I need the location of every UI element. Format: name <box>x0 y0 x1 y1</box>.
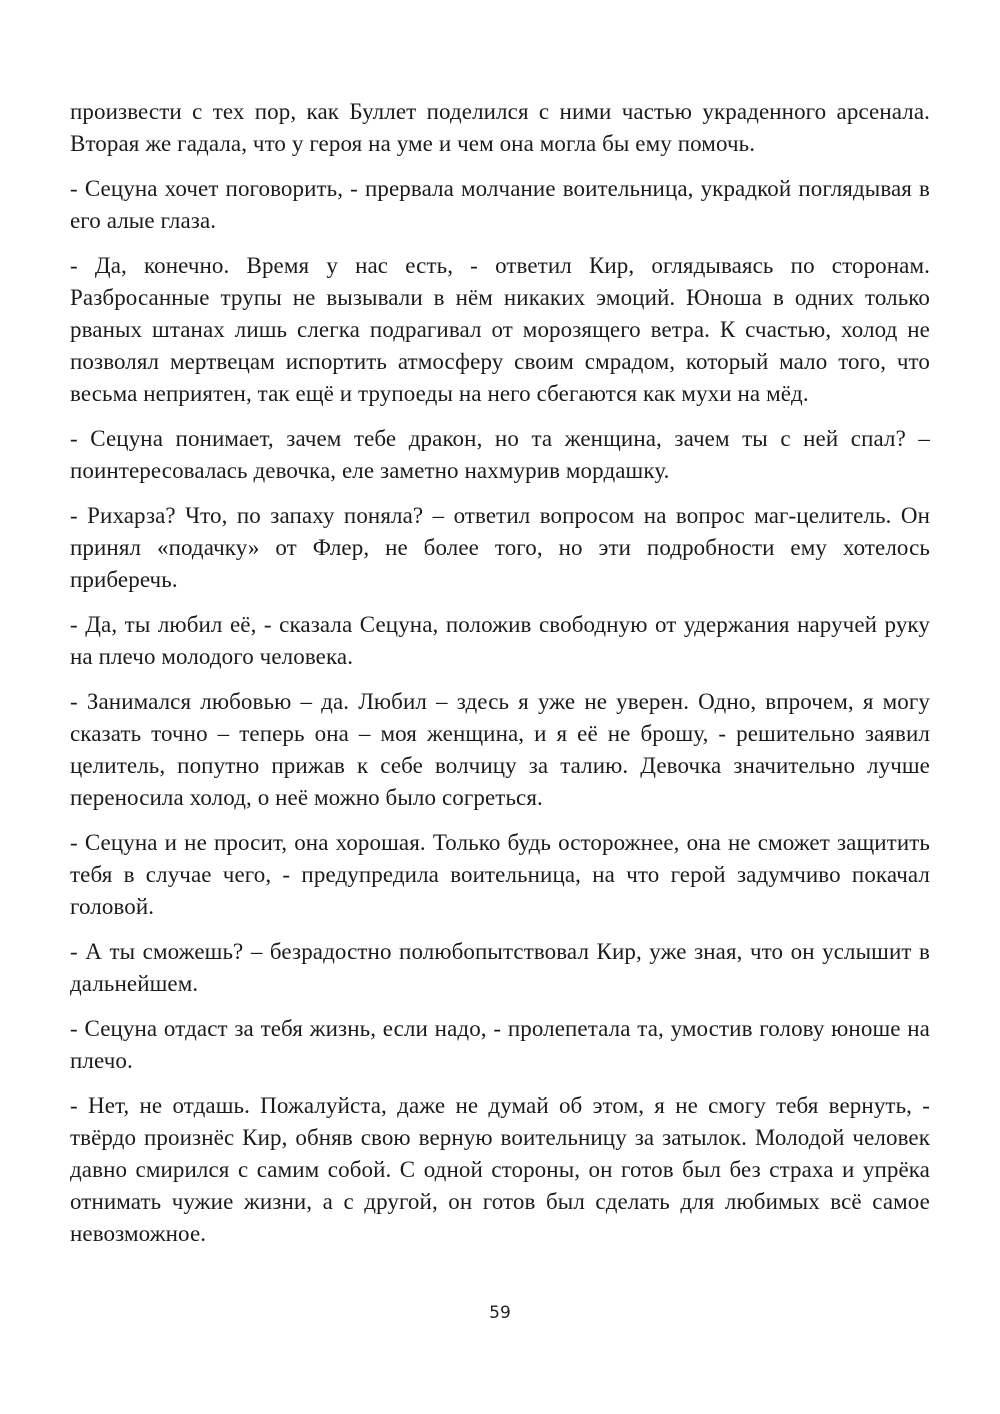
paragraph: - Занимался любовью – да. Любил – здесь я уже не уверен. Одно, впрочем, я могу сказать точно – теперь она – моя женщина, и я её не брошу, - решительно заявил целитель, попутно прижав к себе волчицу за талию. Девочка значительно лучше переносила холод, о неё можно было согреться. <box>70 689 930 810</box>
paragraph: произвести с тех пор, как Буллет поделился с ними частью украденного арсенала. Вторая же гадала, что у героя на уме и чем она могла бы ему помочь. <box>70 99 930 156</box>
paragraph: - Сецуна отдаст за тебя жизнь, если надо, - пролепетала та, умостив голову юноше на плечо. <box>70 1016 930 1073</box>
page-number: 59 <box>489 1303 511 1323</box>
paragraph: - Сецуна хочет поговорить, - прервала молчание воительница, украдкой поглядывая в его алые глаза. <box>70 176 930 233</box>
paragraph: - Нет, не отдашь. Пожалуйста, даже не думай об этом, я не смогу тебя вернуть, - твёрдо произнёс Кир, обняв свою верную воительницу за затылок. Молодой человек давно смирился с самим собой. С одной стороны, он готов был без страха и упрёка отнимать чужие жизни, а с другой, он готов был сделать для любимых всё самое невозможное. <box>70 1093 930 1246</box>
paragraph: - Сецуна понимает, зачем тебе дракон, но та женщина, зачем ты с ней спал? – поинтересовалась девочка, еле заметно нахмурив мордашку. <box>70 426 930 483</box>
paragraph: - Сецуна и не просит, она хорошая. Только будь осторожнее, она не сможет защитить тебя в случае чего, - предупредила воительница, на что герой задумчиво покачал головой. <box>70 830 930 919</box>
paragraph: - А ты сможешь? – безрадостно полюбопытствовал Кир, уже зная, что он услышит в дальнейшем. <box>70 939 930 996</box>
paragraph: - Да, ты любил её, - сказала Сецуна, положив свободную от удержания наручей руку на плечо молодого человека. <box>70 612 930 669</box>
paragraph: - Да, конечно. Время у нас есть, - ответил Кир, оглядываясь по сторонам. Разбросанные трупы не вызывали в нём никаких эмоций. Юноша в одних только рваных штанах лишь слегка подрагивал от морозящего ветра. К счастью, холод не позволял мертвецам испортить атмосферу своим смрадом, который мало того, что весьма неприятен, так ещё и трупоеды на него сбегаются как мухи на мёд. <box>70 253 930 406</box>
paragraph: - Рихарза? Что, по запаху поняла? – ответил вопросом на вопрос маг-целитель. Он принял «подачку» от Флер, не более того, но эти подробности ему хотелось приберечь. <box>70 503 930 592</box>
page-text-block <box>70 96 930 1263</box>
